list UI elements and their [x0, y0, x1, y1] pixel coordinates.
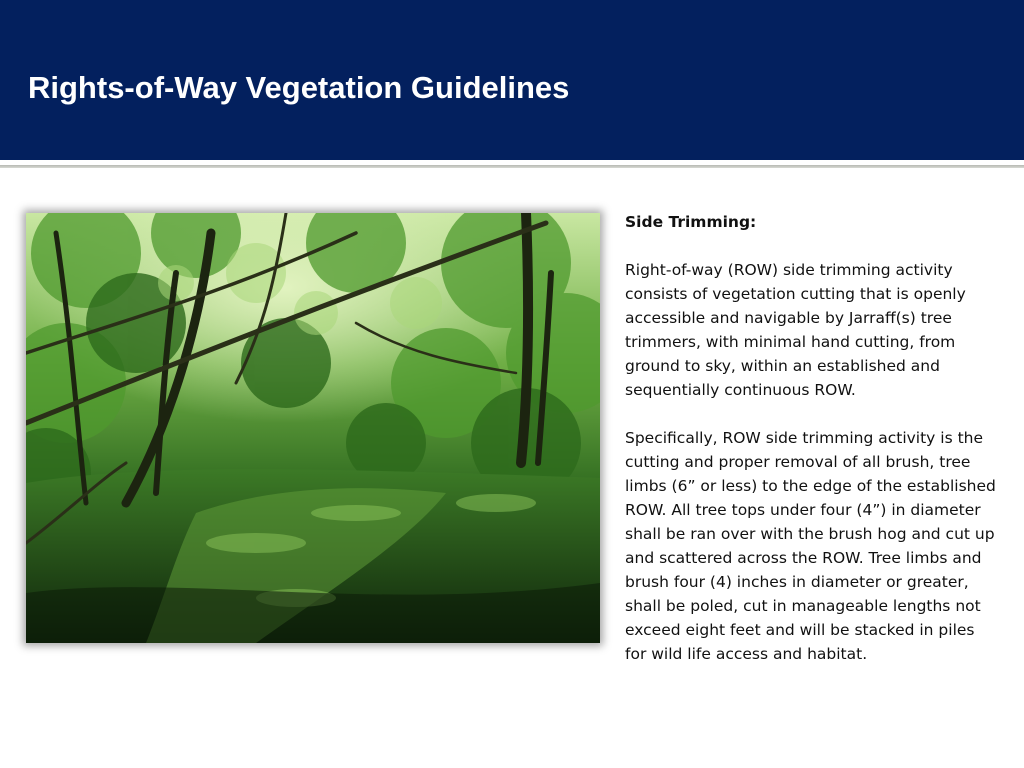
- title-divider: [0, 160, 1024, 164]
- slide-title: Rights-of-Way Vegetation Guidelines: [28, 70, 570, 105]
- title-divider-shadow: [0, 165, 1024, 168]
- paragraph-definition: Right-of-way (ROW) side trimming activity consists of vegetation cutting that is openly accessible and navigable by Jarraff(s) tree trimmers, with minimal hand cutting, from ground to sky, within an established and sequentially continuous ROW.: [625, 261, 966, 399]
- title-bar: [0, 0, 1024, 160]
- description-panel: [625, 210, 997, 690]
- forest-photo: [26, 213, 600, 643]
- forest-photo-illustration: [26, 213, 600, 643]
- section-heading: Side Trimming:: [625, 213, 757, 231]
- paragraph-specifics: Specifically, ROW side trimming activity is the cutting and proper removal of all brush, tree limbs (6” or less) to the edge of the established ROW. All tree tops under four (4”) in diameter shall be ran over with the brush hog and cut up and scattered across the ROW. Tree limbs and brush four (4) inches in diameter or greater, shall be poled, cut in manageable lengths not exceed eight feet and will be stacked in piles for wild life access and habitat.: [625, 429, 996, 663]
